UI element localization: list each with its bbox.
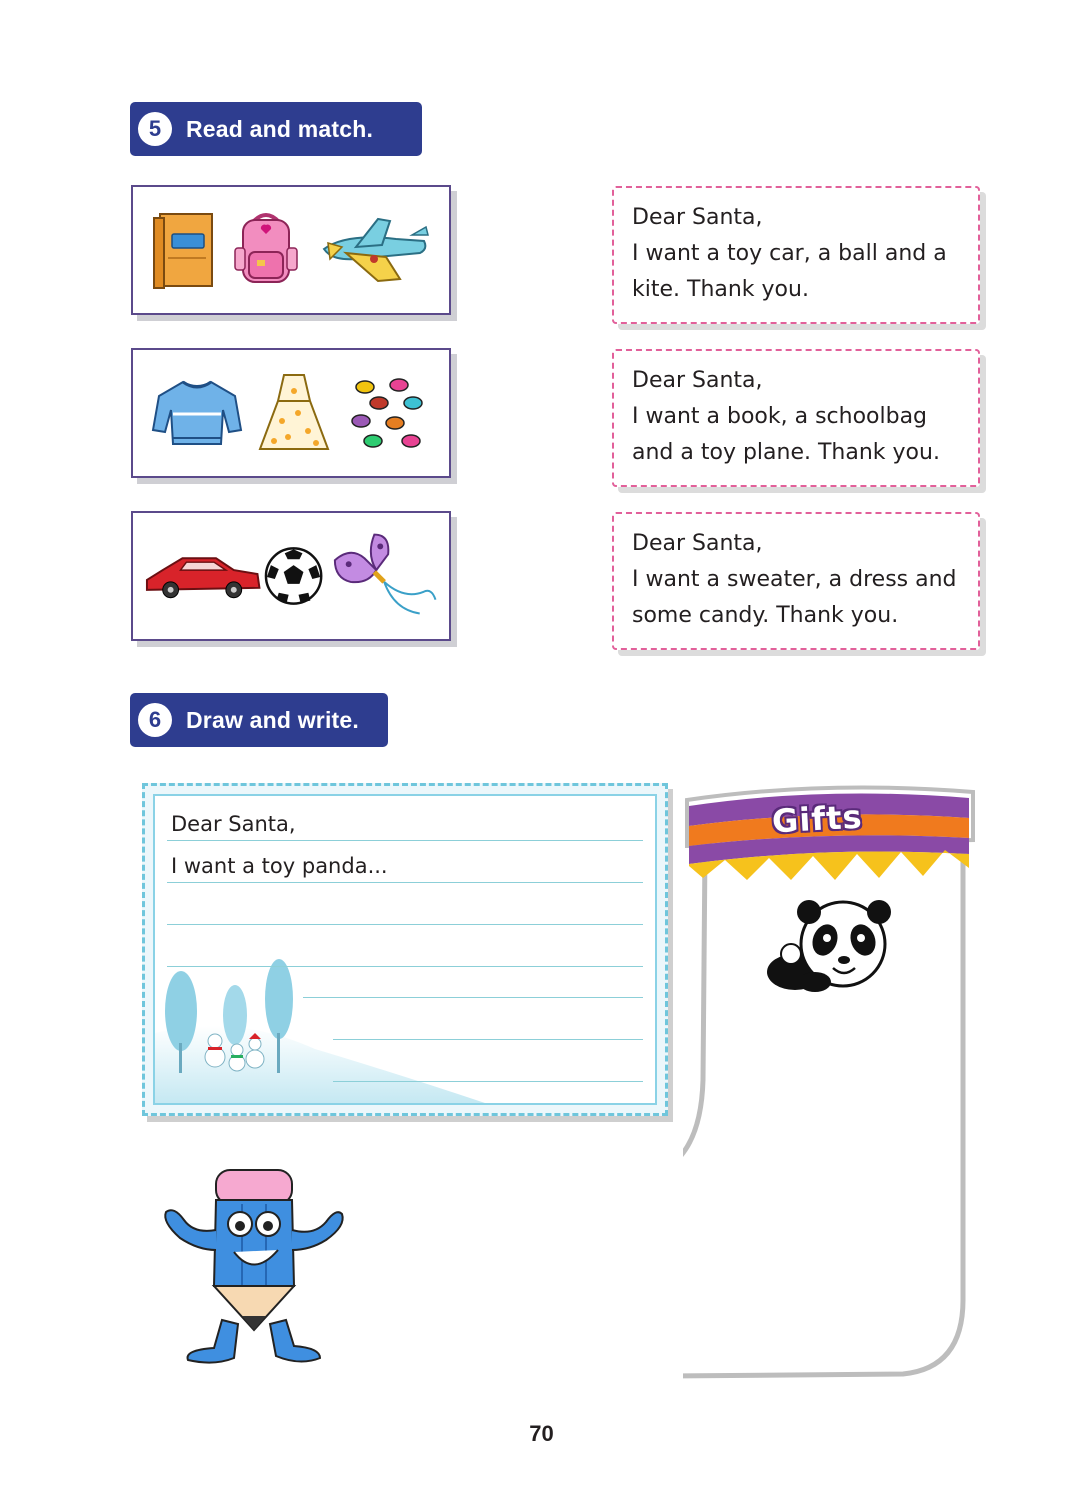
exercise-6-number: 6 — [138, 703, 172, 737]
exercise-5-header — [130, 102, 422, 156]
exercise-6-title: Draw and write. — [186, 706, 359, 733]
writing-line-3[interactable] — [167, 924, 643, 925]
candy-icon — [343, 373, 433, 453]
letter-3-line-1: Dear Santa, — [632, 531, 763, 556]
letter-card-2[interactable] — [612, 349, 980, 487]
writing-line-2[interactable] — [167, 882, 643, 883]
letter-1-line-2: I want a toy car, a ball and a — [632, 241, 947, 266]
gift-stocking[interactable] — [683, 780, 983, 1380]
picture-box-2[interactable] — [131, 348, 451, 478]
letter-3-line-3: some candy. Thank you. — [632, 603, 899, 628]
ball-icon — [263, 545, 324, 607]
letter-2-line-3: and a toy plane. Thank you. — [632, 440, 940, 465]
book-icon — [150, 208, 216, 292]
writing-line-7[interactable] — [333, 1081, 643, 1082]
writing-line-1[interactable] — [167, 840, 643, 841]
letter-writing-area[interactable] — [153, 794, 657, 1105]
stocking-label: Gifts — [771, 797, 864, 841]
card-line-1: Dear Santa, — [171, 812, 296, 836]
card-line-2: I want a toy panda... — [171, 854, 388, 878]
letter-2-line-1: Dear Santa, — [632, 368, 763, 393]
pencil-mascot-illustration — [154, 1160, 354, 1370]
dress-icon — [258, 371, 330, 455]
letter-card-3[interactable] — [612, 512, 980, 650]
exercise-5-number: 5 — [138, 112, 172, 146]
exercise-5-title: Read and match. — [186, 115, 374, 142]
writing-line-6[interactable] — [333, 1039, 643, 1040]
exercise-6-header — [130, 693, 388, 747]
letter-3-line-2: I want a sweater, a dress and — [632, 567, 957, 592]
letter-1-line-3: kite. Thank you. — [632, 277, 809, 302]
picture-box-1[interactable] — [131, 185, 451, 315]
letter-2-line-2: I want a book, a schoolbag — [632, 404, 928, 429]
sweater-icon — [149, 374, 245, 452]
letter-writing-card — [142, 783, 668, 1116]
writing-line-5[interactable] — [303, 997, 643, 998]
letter-card-1[interactable] — [612, 186, 980, 324]
letter-1-line-1: Dear Santa, — [632, 205, 763, 230]
schoolbag-icon — [231, 208, 301, 292]
toy-panda-icon — [763, 898, 899, 994]
page-number: 70 — [529, 1421, 554, 1446]
kite-icon — [325, 530, 439, 622]
toy-car-icon — [143, 548, 263, 604]
toy-plane-icon — [316, 213, 432, 287]
writing-line-4[interactable] — [167, 966, 643, 967]
picture-box-3[interactable] — [131, 511, 451, 641]
